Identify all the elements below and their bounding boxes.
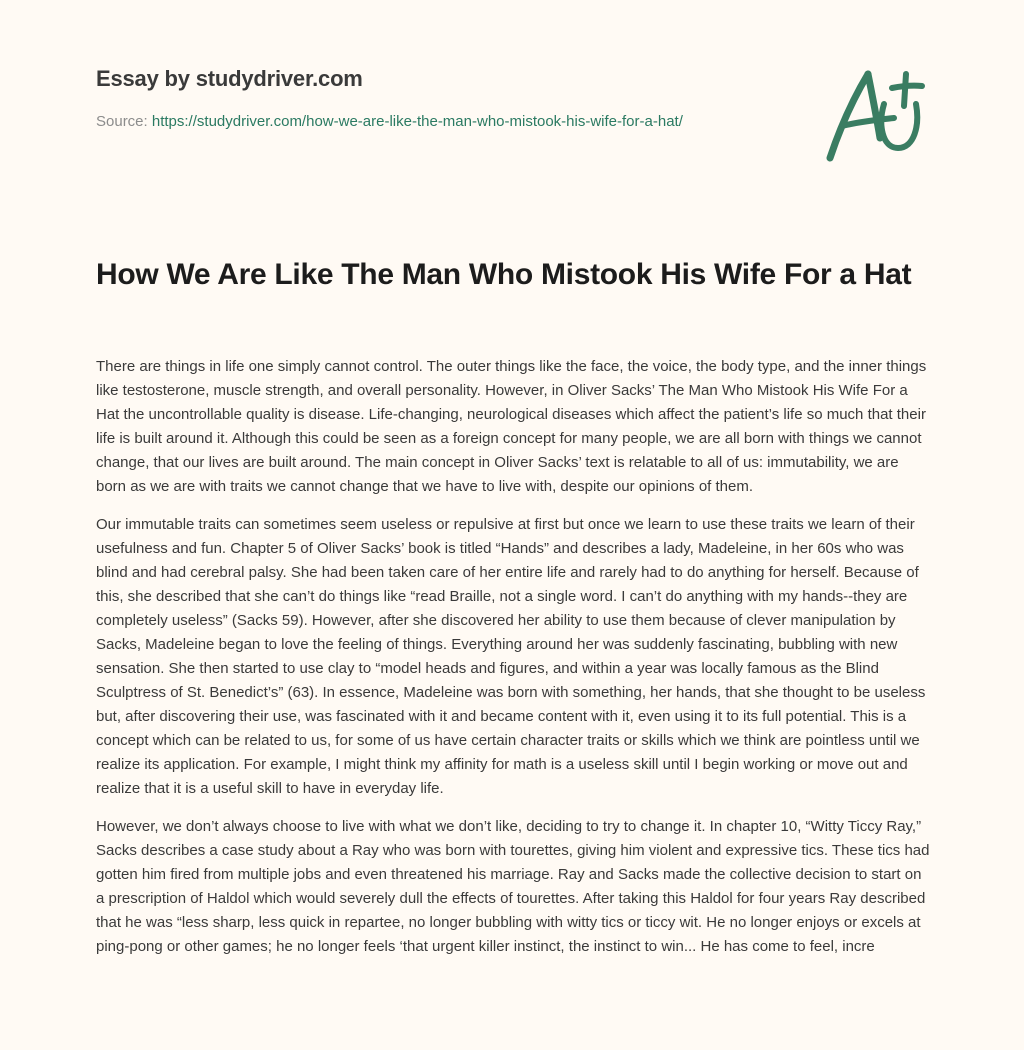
source-line (96, 110, 756, 134)
a-plus-grade-icon (818, 64, 938, 168)
source-label: Source: (96, 113, 152, 130)
essay-title: How We Are Like The Man Who Mistook His Wife For a Hat (96, 258, 912, 291)
site-title: Essay by studydriver.com (96, 66, 363, 91)
source-link[interactable]: https://studydriver.com/how-we-are-like-the-man-who-mistook-his-wife-for-a-hat/ (151, 113, 683, 130)
page-header (96, 64, 796, 134)
essay-body (96, 355, 932, 973)
essay-paragraph: Our immutable traits can sometimes seem useless or repulsive at first but once we learn to use these traits we learn of their usefulness and fun. Chapter 5 of Oliver Sacks’ book is titled “Hands” and describes a lady, Madeleine, in her 60s who was blind and had cerebral palsy. She had been taken care of her entire life and rarely had to do anything for herself. Because of this, she described that she can’t do things like “read Braille, not a single word. I can’t do anything with my hands--they are completely useless” (Sacks 59). However, after she discovered her ability to use them because of clever manipulation by Sacks, Madeleine began to love the feeling of things. Everything around her was suddenly fascinating, bubbling with new sensation. She then started to use clay to “model heads and figures, and within a year was locally famous as the Blind Sculptress of St. Benedict’s” (63). In essence, Madeleine was born with something, her hands, that she thought to be useless but, after discovering their use, was fascinated with it and became content with it, even using it to its full potential. This is a concept which can be related to us, for some of us have certain character traits or skills which we think are pointless until we realize its application. For example, I might think my affinity for math is a useless skill until I begin working or move out and realize that it is a useful skill to have in everyday life. (96, 516, 926, 797)
essay-paragraph: There are things in life one simply cannot control. The outer things like the face, the voice, the body type, and the inner things like testosterone, muscle strength, and overall personality. However, in Oliver Sacks’ The Man Who Mistook His Wife For a Hat the uncontrollable quality is disease. Life-changing, neurological diseases which affect the patient’s life so much that their life is built around it. Although this could be seen as a foreign concept for many people, we are all born with things we cannot change, that our lives are built around. The main concept in Oliver Sacks’ text is relatable to all of us: immutability, we are born as we are with traits we cannot change that we have to live with, despite our opinions of them. (96, 358, 927, 495)
essay-paragraph: However, we don’t always choose to live with what we don’t like, deciding to try to change it. In chapter 10, “Witty Ticcy Ray,” Sacks describes a case study about a Ray who was born with tourettes, giving him violent and expressive tics. These tics had gotten him fired from multiple jobs and even threatened his marriage. Ray and Sacks made the collective decision to start on a prescription of Haldol which would severely dull the effects of tourettes. After taking this Haldol for four years Ray described that he was “less sharp, less quick in repartee, no longer bubbling with witty tics or ticcy wit. He no longer enjoys or excels at ping-pong or other games; he no longer feels ‘that urgent killer instinct, the instinct to win... He has come to feel, incre (96, 818, 930, 955)
